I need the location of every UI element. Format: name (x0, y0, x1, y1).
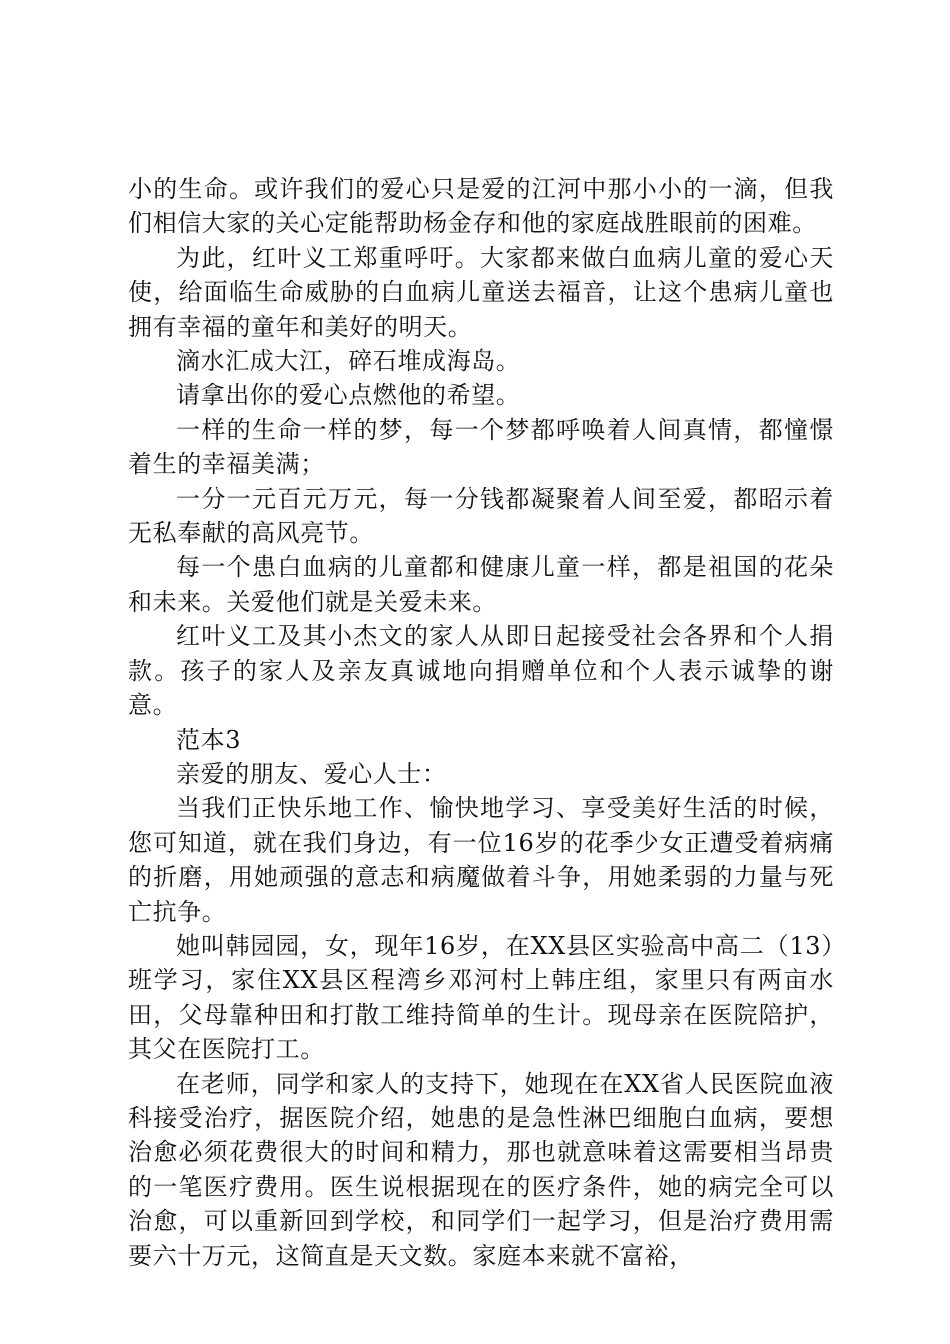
paragraph: 小的生命。或许我们的爱心只是爱的江河中那小小的一滴，但我们相信大家的关心定能帮助杨金存和他的家庭战胜眼前的困难。 (128, 175, 834, 238)
section-heading: 范本3 (176, 725, 242, 754)
paragraph: 为此，红叶义工郑重呼吁。大家都来做白血病儿童的爱心天使，给面临生命威胁的白血病儿童送去福音，让这个患病儿童也拥有幸福的童年和美好的明天。 (128, 243, 834, 341)
paragraph: 红叶义工及其小杰文的家人从即日起接受社会各界和个人捐款。孩子的家人及亲友真诚地向捐赠单位和个人表示诚挚的谢意。 (128, 622, 834, 720)
paragraph: 在老师，同学和家人的支持下，她现在在XX省人民医院血液科接受治疗，据医院介绍，她患的是急性淋巴细胞白血病，要想治愈必须花费很大的时间和精力，那也就意味着这需要相当昂贵的一笔医疗费用。医生说根据现在的医疗条件，她的病完全可以治愈，可以重新回到学校，和同学们一起学习，但是治疗费用需要六十万元，这简直是天文数。家庭本来就不富裕， (128, 1069, 834, 1270)
paragraph: 请拿出你的爱心点燃他的希望。 (176, 381, 521, 410)
paragraph: 滴水汇成大江，碎石堆成海岛。 (176, 347, 521, 376)
paragraph: 一样的生命一样的梦，每一个梦都呼唤着人间真情，都憧憬着生的幸福美满； (128, 415, 834, 479)
paragraph: 她叫韩园园，女，现年16岁，在XX县区实验高中高二（13）班学习，家住XX县区程湾乡邓河村上韩庄组，家里只有两亩水田，父母靠种田和打散工维持简单的生计。现母亲在医院陪护，其父在医院打工。 (128, 931, 834, 1064)
paragraph: 当我们正快乐地工作、愉快地学习、享受美好生活的时候，您可知道，就在我们身边，有一位16岁的花季少女正遭受着病痛的折磨，用她顽强的意志和病魔做着斗争，用她柔弱的力量与死亡抗争。 (128, 794, 834, 926)
paragraph: 一分一元百元万元，每一分钱都凝聚着人间至爱，都昭示着无私奉献的高风亮节。 (128, 484, 834, 548)
salutation: 亲爱的朋友、爱心人士： (176, 759, 447, 788)
paragraph: 每一个患白血病的儿童都和健康儿童一样，都是祖国的花朵和未来。关爱他们就是关爱未来。 (128, 553, 834, 616)
document-body (128, 172, 834, 1273)
